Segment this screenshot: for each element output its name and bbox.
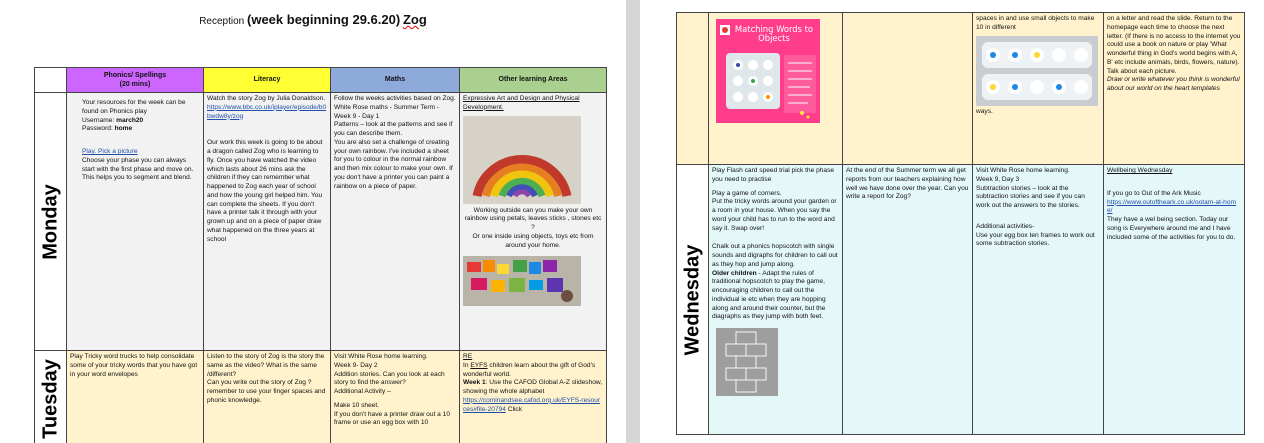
top-continued-row <box>677 13 1245 165</box>
monday-row <box>35 93 607 351</box>
wednesday-other-cell: Wellbeing Wednesday If you go to Out of the Ark Music https://www.outoftheark.co.uk/ootam-at-home/ They have a wel being section. Today our song is Everywhere around me and I have included some of the activities for you to do. <box>1104 165 1245 435</box>
matching-words-card <box>716 19 820 123</box>
wednesday-row <box>677 165 1245 435</box>
wednesday-maths-cell: Visit White Rose home learning. Week 9, Day 3 Subtraction stories – look at the subtraction stories and see if you can work out the answers to the stories. Additional activities- Use your egg box ten frames to work out some subtraction stories. <box>973 165 1104 435</box>
monday-phonics-cell: Your resources for the week can be found on Phonics play Username: march20 Password: home Play. Pick a picture Choose your phase you can always start with the first phase and move on. This helps you to segment and blend. <box>67 93 204 351</box>
rainbow-nature-photo <box>463 116 581 204</box>
top-literacy-cell <box>843 13 973 165</box>
top-maths-cell: spaces in and use small objects to make 10 in different ways. <box>973 13 1104 165</box>
toy-rainbow-photo <box>463 256 581 306</box>
tuesday-row <box>35 351 607 443</box>
tuesday-phonics-cell: Play Tricky word trucks to help consolidate some of your tricky words that you have got in your word envelopes <box>67 351 204 443</box>
header-maths: Maths <box>331 68 460 93</box>
tuesday-other-cell: RE In EYFS children learn about the gift of God's wonderful world. Week 1: Use the CAFOD Global A-Z slideshow, showing the whole alphabet https://cominandsee.cafod.org.uk/EYFS-resources#file-20794 Click <box>460 351 607 443</box>
planner-page-1 <box>0 0 626 443</box>
story-name: Zog <box>402 12 427 27</box>
header-literacy: Literacy <box>204 68 331 93</box>
card-title: Matching Words to Objects <box>734 24 814 44</box>
week-label: (week beginning 29.6.20) <box>247 12 401 27</box>
tuesday-maths-cell: Visit White Rose home learning. Week 9- Day 2 Addition stories. Can you look at each story to find the answer? Additional Activity – Make 10 sheet. If you don't have a printer draw out a 10 frame or use an egg box with 10 <box>331 351 460 443</box>
monday-other-cell: Expressive Art and Design and Physical Development. Working outside can you make your own rainbow using petals, leaves sticks , stones etc ? Or one inside using objects, toys etc from around your home. <box>460 93 607 351</box>
ten-frame-photo <box>976 36 1098 106</box>
wednesday-phonics-cell: Play Flash card speed trial pick the phase you need to practise Play a game of corners. Put the tricky words around your garden or a room in your house. When you say the word your child has to run to the word and say it. Swap over! Chalk out a phonics hopscotch with single sounds and digraphs for children to call out as they hop and jump along. Older children - Adapt the rules of traditional hopscotch to play the game, encouraging children to call out the individual ie etc when they are hopping along and around their counter, but the diagraphs as they jump with both feet. <box>709 165 843 435</box>
header-row <box>35 68 607 93</box>
day-label-wednesday: Wednesday <box>677 165 709 435</box>
day-label-monday: Monday <box>35 93 67 351</box>
wellbeing-heading: Wellbeing Wednesday <box>1107 167 1173 174</box>
tuesday-literacy-cell: Listen to the story of Zog is the story the same as the video? What is the same /different? Can you write out the story of Zog ? remember to use your finger spaces and phonic knowledge. <box>204 351 331 443</box>
blank-header-cell <box>35 68 67 93</box>
top-phonics-cell <box>709 13 843 165</box>
page-title: Reception (week beginning 29.6.20) Zog <box>199 12 427 27</box>
egg-tray-picture <box>716 19 820 123</box>
timetable-page-1 <box>34 67 607 443</box>
day-label-tuesday: Tuesday <box>35 351 67 443</box>
phonics-play-link[interactable]: Play. Pick a picture <box>82 148 138 156</box>
top-day-blank <box>677 13 709 165</box>
hopscotch-photo <box>716 328 778 396</box>
out-of-the-ark-link[interactable]: https://www.outoftheark.co.uk/ootam-at-home/ <box>1107 198 1237 215</box>
bbc-iplayer-link[interactable]: https://www.bbc.co.uk/iplayer/episode/b0bwdw8y/zog <box>207 103 327 120</box>
cafod-resources-link[interactable]: https://cominandsee.cafod.org.uk/EYFS-resources#file-20794 <box>463 396 601 413</box>
monday-maths-cell: Follow the weeks activities based on Zog. White Rose maths - Summer Term - Week 9 - Day 1 Patterns – look at the patterns and see if you can describe them. You are also set a challenge of creating your own rainbow. I've included a sheet for you to colour in the normal rainbow and then mix colour to make your own. If you don't have a printer you can paint a rainbow on a piece of paper. <box>331 93 460 351</box>
header-other: Other learning Areas <box>460 68 607 93</box>
top-other-cell: on a letter and read the slide. Return to the homepage each time to choose the next letter. (If there is no access to the internet you could use a book on nature or play 'What wonderful thing in God's world begins with A, B' etc include animals, birds, flowers, nature). Talk about each picture. Draw or write whatever you think is wonderful about our world on the heart templates <box>1104 13 1245 165</box>
wednesday-literacy-cell: At the end of the Summer term we all get reports from our teachers explaining how well we have done over the year. Can you write a report for Zog? <box>843 165 973 435</box>
monday-literacy-cell: Watch the story Zog by Julia Donaldson. https://www.bbc.co.uk/iplayer/episode/b0bwdw8y/zog Our work this week is going to be about a dragon called Zog who is learning to fly. Once you have watched the video which lasts about 26 mins ask the children if they can remember what happened to Zog each year of school and how the young girl helped him. You can complete the sheets. If you don't have a printer talk it through with your grown up and on a piece of paper draw what happened on the three years at school <box>204 93 331 351</box>
timetable-page-2 <box>676 12 1245 435</box>
planner-page-2 <box>640 0 1264 443</box>
header-phonics: Phonics/ Spellings (20 mins) <box>67 68 204 93</box>
